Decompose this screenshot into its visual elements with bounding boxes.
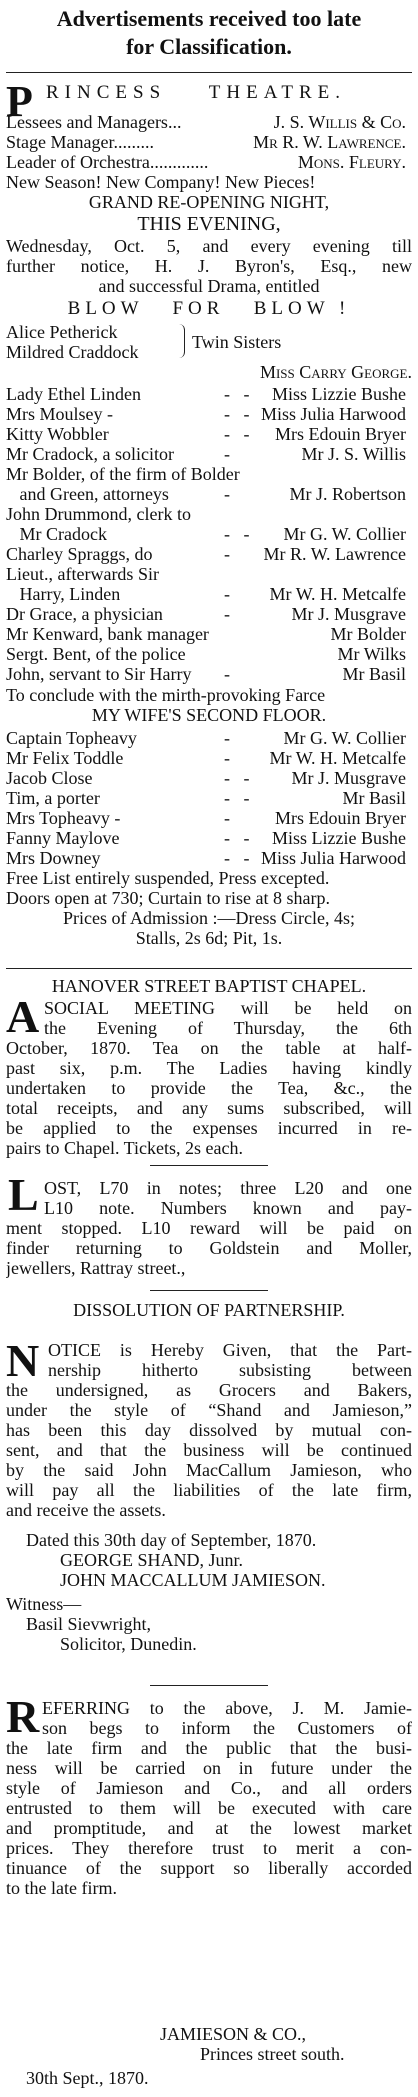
cast-role: Charley Spraggs, do xyxy=(6,544,153,564)
cast-role: Mr Cradock, a solicitor xyxy=(6,444,174,464)
cast-row xyxy=(6,748,412,768)
chapel-line: past six, p.m. The Ladies having kindly xyxy=(6,1058,412,1078)
short-rule xyxy=(150,1685,268,1686)
cast-row xyxy=(6,644,412,664)
cast-row xyxy=(6,384,412,404)
prices-line-1: Prices of Admission :—Dress Circle, 4s; xyxy=(63,908,355,928)
cast-row xyxy=(6,768,412,788)
referring-line: the late firm and the public that the busi- xyxy=(6,1738,412,1758)
chapel-line: October, 1870. Tea on the table at half- xyxy=(6,1038,412,1058)
witness-title: Solicitor, Dunedin. xyxy=(60,1634,197,1654)
chapel-line: SOCIAL MEETING will be held on xyxy=(44,998,412,1018)
stage-manager-label: Stage Manager......... xyxy=(6,132,154,152)
cast-row xyxy=(6,604,412,624)
cast-actor: Mr J. S. Willis xyxy=(301,444,406,464)
stage-manager-line xyxy=(6,132,412,152)
cast-role: Mr Kenward, bank manager xyxy=(6,624,209,644)
lost-line: ment stopped. L10 reward will be paid on xyxy=(6,1218,412,1238)
referring-line: prices. They therefore trust to merit a con- xyxy=(6,1838,412,1858)
cast-actor: Mr G. W. Collier xyxy=(283,524,406,544)
intro-line-3: and successful Drama, entitled xyxy=(98,276,320,296)
cast-role: Mr Felix Toddle xyxy=(6,748,124,768)
dissolution-line: and receive the assets. xyxy=(6,1500,166,1520)
cast-dots: - - xyxy=(224,524,250,544)
cast-dots: - - xyxy=(224,828,250,848)
referring-address: Princes street south. xyxy=(200,2044,345,2064)
cast-actor: Miss Julia Harwood xyxy=(261,848,406,868)
leader-value: Mons. Fleury. xyxy=(297,152,406,172)
cast-role: Mrs Moulsey - xyxy=(6,404,113,424)
cast-actor: Mr Wilks xyxy=(337,644,406,664)
dissolution-line: OTICE is Hereby Given, that the Part- xyxy=(48,1340,412,1360)
witness-name: Basil Sievwright, xyxy=(26,1614,151,1634)
cast-role: Mr Cradock xyxy=(6,524,107,544)
referring-line: style of Jamieson and Co., and all orders xyxy=(6,1778,412,1798)
cast-row xyxy=(6,444,412,464)
dissolution-heading: DISSOLUTION OF PARTNERSHIP. xyxy=(73,1300,345,1320)
lost-line: OST, L70 in notes; three L20 and one xyxy=(44,1178,412,1198)
referring-line: son begs to inform the Customers of xyxy=(42,1718,412,1738)
twin-actor: Miss Carry George. xyxy=(259,362,412,382)
cast-actor: Mrs Edouin Bryer xyxy=(275,808,406,828)
section-subtitle: for Classification. xyxy=(126,34,292,59)
referring-line: and promptitude, and at the lowest market xyxy=(6,1818,412,1838)
intro-line-2: further notice, H. J. Byron's, Esq., new xyxy=(6,256,412,276)
cast-role: and Green, attorneys xyxy=(6,484,169,504)
cast-actor: Mr J. Musgrave xyxy=(291,768,406,788)
header-rule xyxy=(6,72,412,73)
play-title: BLOW FOR BLOW ! xyxy=(67,298,351,319)
chapel-line: pairs to Chapel. Tickets, 2s each. xyxy=(6,1138,243,1158)
short-rule xyxy=(150,1165,268,1166)
twin-brace xyxy=(178,324,185,358)
cast-actor: Mr Basil xyxy=(342,664,406,684)
prices-line-2: Stalls, 2s 6d; Pit, 1s. xyxy=(135,928,283,948)
cast-role: Dr Grace, a physician xyxy=(6,604,163,624)
cast-role: Lieut., afterwards Sir xyxy=(6,564,159,584)
lost-line: L10 note. Numbers known and pay- xyxy=(44,1198,412,1218)
cast-actor: Mr J. Robertson xyxy=(289,484,406,504)
signature-jamieson: JOHN MACCALLUM JAMIESON. xyxy=(60,1570,326,1590)
signature-shand: GEORGE SHAND, Junr. xyxy=(60,1550,244,1570)
cast-row xyxy=(6,664,412,684)
cast-row xyxy=(6,828,412,848)
cast-row xyxy=(6,728,412,748)
cast-role: Captain Topheavy xyxy=(6,728,137,748)
cast-actor: Mr W. H. Metcalfe xyxy=(269,584,406,604)
chapel-line: be applied to the expenses incurred in re- xyxy=(6,1118,412,1138)
cast-actor: Miss Lizzie Bushe xyxy=(272,384,406,404)
referring-line: entrusted to them will be executed with care xyxy=(6,1798,412,1818)
dissolution-line: nership hitherto subsisting between xyxy=(48,1360,412,1380)
chapel-line: undertaken to provide the Tea, &c., the xyxy=(6,1078,412,1098)
section-rule xyxy=(6,968,412,969)
dissolution-drop-letter: N xyxy=(6,1335,40,1386)
lessees-line xyxy=(6,112,412,132)
farce-title: MY WIFE'S SECOND FLOOR. xyxy=(91,705,327,725)
referring-signature: JAMIESON & CO., xyxy=(160,2024,307,2044)
cast-role: Lady Ethel Linden xyxy=(6,384,141,404)
cast-dots: - - xyxy=(224,768,250,788)
cast-row xyxy=(6,808,412,828)
cast-actor: Mr Bolder xyxy=(330,624,406,644)
cast-row xyxy=(6,584,412,604)
doors-line: Doors open at 730; Curtain to rise at 8 sharp. xyxy=(6,888,330,908)
cast-actor: Miss Lizzie Bushe xyxy=(272,828,406,848)
cast-role: Mr Bolder, of the firm of Bolder xyxy=(6,464,240,484)
cast-dots: - - xyxy=(224,788,250,808)
cast-dots: - xyxy=(224,748,230,768)
witness-label: Witness— xyxy=(6,1594,82,1614)
cast-dots: - xyxy=(224,664,230,684)
cast-dots: - - xyxy=(224,404,250,424)
lessees-label: Lessees and Managers... xyxy=(6,112,182,132)
cast-role: John Drummond, clerk to xyxy=(6,504,191,524)
cast-row xyxy=(6,524,412,544)
lessees-value: J. S. Willis & Co. xyxy=(273,112,406,132)
theatre-heading: RINCESS THEATRE. xyxy=(46,82,346,103)
section-title: Advertisements received too late xyxy=(56,6,362,31)
cast-dots: - xyxy=(224,604,230,624)
cast-dots: - - xyxy=(224,848,250,868)
chapel-line: total receipts, and any sums subscribed, will xyxy=(6,1098,412,1118)
referring-line: tinuance of the support so liberally accorded xyxy=(6,1858,412,1878)
cast-dots: - xyxy=(224,544,230,564)
chapel-line: the Evening of Thursday, the 6th xyxy=(44,1018,412,1038)
cast-role: Mrs Topheavy - xyxy=(6,808,121,828)
cast-row xyxy=(6,624,412,644)
referring-line: ness will be carried on in future under the xyxy=(6,1758,412,1778)
cast-dots: - - xyxy=(224,424,250,444)
cast-role: Fanny Maylove xyxy=(6,828,120,848)
twin-line-2: Mildred Craddock xyxy=(6,342,139,362)
cast-role: Mrs Downey xyxy=(6,848,101,868)
referring-date: 30th Sept., 1870. xyxy=(26,2068,149,2088)
cast-row xyxy=(6,404,412,424)
free-list-line: Free List entirely suspended, Press excepted. xyxy=(6,868,330,888)
lost-line: jewellers, Rattray street., xyxy=(6,1258,186,1278)
cast-actor: Mr W. H. Metcalfe xyxy=(269,748,406,768)
cast-dots: - xyxy=(224,808,230,828)
referring-line: EFERRING to the above, J. M. Jamie- xyxy=(42,1698,412,1718)
cast-actor: Mr J. Musgrave xyxy=(291,604,406,624)
chapel-drop-letter: A xyxy=(6,991,40,1042)
cast-role: John, servant to Sir Harry xyxy=(6,664,192,684)
cast-dots: - - xyxy=(224,384,250,404)
cast-actor: Mr Basil xyxy=(342,788,406,808)
new-season-line: New Season! New Company! New Pieces! xyxy=(6,172,316,192)
referring-line: to the late firm. xyxy=(6,1878,117,1898)
cast-dots: - xyxy=(224,444,230,464)
cast-row xyxy=(6,484,412,504)
this-evening: THIS EVENING, xyxy=(137,213,281,235)
cast-dots: - xyxy=(224,484,230,504)
twin-line-1: Alice Petherick xyxy=(6,322,118,342)
cast-role: Jacob Close xyxy=(6,768,93,788)
leader-label: Leader of Orchestra............. xyxy=(6,152,209,172)
dissolution-line: the undersigned, as Grocers and Bakers, xyxy=(6,1380,412,1400)
cast-row xyxy=(6,564,412,584)
chapel-heading: HANOVER STREET BAPTIST CHAPEL. xyxy=(51,976,367,996)
leader-line xyxy=(6,152,412,172)
grand-reopening: GRAND RE-OPENING NIGHT, xyxy=(88,192,330,212)
twin-label: Twin Sisters xyxy=(192,332,282,352)
stage-manager-value: Mr R. W. Lawrence. xyxy=(253,132,406,152)
lost-line: finder returning to Goldstein and Moller, xyxy=(6,1238,412,1258)
cast-dots: - xyxy=(224,584,230,604)
cast-row xyxy=(6,848,412,868)
cast-actor: Miss Julia Harwood xyxy=(261,404,406,424)
cast-actor: Mrs Edouin Bryer xyxy=(275,424,406,444)
theatre-drop-letter: P xyxy=(6,77,33,126)
intro-line-1: Wednesday, Oct. 5, and every evening till xyxy=(6,236,412,256)
dissolution-line: will pay all the liabilities of the late firm, xyxy=(6,1480,412,1500)
cast-actor: Mr R. W. Lawrence xyxy=(263,544,406,564)
dissolution-dated: Dated this 30th day of September, 1870. xyxy=(26,1530,317,1550)
cast-role: Sergt. Bent, of the police xyxy=(6,644,186,664)
dissolution-line: under the style of “Shand and Jamieson,” xyxy=(6,1400,412,1420)
dissolution-line: sent, and that the business will be continued xyxy=(6,1440,412,1460)
short-rule xyxy=(150,1290,268,1291)
referring-drop-letter: R xyxy=(6,1691,40,1742)
dissolution-line: has been this day dissolved by mutual con- xyxy=(6,1420,412,1440)
cast-row xyxy=(6,504,412,524)
cast-role: Tim, a porter xyxy=(6,788,100,808)
lost-drop-letter: L xyxy=(8,1169,39,1220)
cast-actor: Mr G. W. Collier xyxy=(283,728,406,748)
cast-role: Kitty Wobbler xyxy=(6,424,109,444)
cast-row xyxy=(6,788,412,808)
cast-row xyxy=(6,544,412,564)
cast-role: Harry, Linden xyxy=(6,584,121,604)
conclude-line: To conclude with the mirth-provoking Farce xyxy=(6,685,326,705)
cast-row xyxy=(6,424,412,444)
cast-dots: - xyxy=(224,728,230,748)
cast-row xyxy=(6,464,412,484)
dissolution-line: by the said John MacCallum Jamieson, who xyxy=(6,1460,412,1480)
